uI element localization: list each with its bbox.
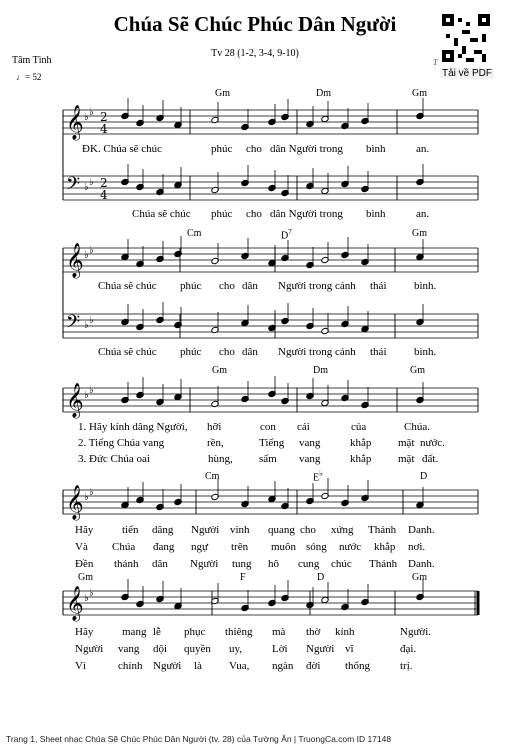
quarter-note-icon: ♩ — [16, 72, 25, 82]
lyric-syllable: xứng — [331, 524, 354, 536]
lyric-syllable: ĐK. Chúa sẽ chúc — [82, 143, 163, 155]
lyric-syllable: Danh. — [408, 558, 435, 570]
lyric-syllable: tiến — [122, 524, 139, 536]
lyric-syllable: chúc — [331, 558, 352, 570]
page-footer: Trang 1, Sheet nhạc Chúa Sẽ Chúc Phúc Dân Người (tv. 28) của Tường Ân | TruongCa.com ID 17148 — [6, 734, 392, 744]
lyric-syllable: Người — [75, 643, 104, 655]
key-flat-icon: ♭ — [84, 112, 89, 123]
key-flat-icon: ♭ — [84, 492, 89, 503]
lyric-syllable: bình. — [414, 280, 437, 292]
lyric-syllable: Tiếng — [259, 437, 285, 449]
time-signature: 4 — [100, 122, 108, 136]
lyric-syllable: Hãy — [75, 524, 94, 536]
bass-clef-icon: 𝄢 — [66, 312, 81, 337]
lyric-syllable: Người — [306, 643, 335, 655]
lyric-syllable: dội — [153, 643, 168, 655]
chord-symbol: D — [420, 471, 428, 482]
key-flat-icon: ♭ — [89, 385, 94, 396]
chord-symbol: Gm — [412, 228, 427, 239]
lyric-syllable: Người trong cảnh — [278, 280, 356, 292]
lyric-syllable: Vì — [75, 660, 86, 672]
key-flat-icon: ♭ — [89, 588, 94, 599]
lyric-syllable: trị. — [400, 660, 413, 672]
lyric-syllable: Thánh — [368, 524, 397, 536]
time-signature: 2 — [100, 176, 108, 190]
lyric-syllable: mang — [122, 626, 147, 638]
lyric-syllable: Người — [191, 524, 220, 536]
lyric-syllable: vĩ — [345, 643, 354, 655]
lyric-syllable: mặt — [398, 453, 415, 465]
key-flat-icon: ♭ — [89, 177, 94, 188]
chord-symbol: Cm — [205, 471, 220, 482]
lyric-syllable: hỡi — [207, 421, 222, 433]
lyric-syllable: dân Người trong — [270, 143, 343, 155]
tempo-marking — [16, 72, 41, 82]
chord-symbol: Gm — [215, 88, 230, 99]
lyric-syllable: Người — [190, 558, 219, 570]
mood-marking: Tâm Tình — [12, 55, 52, 66]
chord-symbol: $D^7$ — [281, 228, 292, 242]
lyric-syllable: Lời — [272, 643, 288, 655]
chord-symbol: E♭ — [313, 469, 323, 484]
key-flat-icon: ♭ — [84, 182, 89, 193]
lyric-syllable: dân — [152, 558, 168, 570]
lyric-syllable: Người. — [400, 626, 432, 638]
lyric-syllable: nước. — [420, 437, 445, 449]
key-flat-icon: ♭ — [84, 250, 89, 261]
key-flat-icon: ♭ — [84, 320, 89, 331]
lyric-syllable: bình — [366, 208, 386, 220]
lyric-syllable: lễ — [153, 626, 161, 638]
lyric-syllable: uy, — [229, 643, 243, 655]
lyric-syllable: ngự — [191, 541, 208, 553]
lyric-syllable: khắp — [350, 437, 372, 449]
chord-symbol: Dm — [316, 88, 331, 99]
lyric-syllable: Chúa — [112, 541, 136, 553]
lyric-syllable: Và — [75, 541, 88, 553]
lyric-syllable: Đền — [75, 558, 94, 570]
lyric-syllable: quyền — [184, 643, 211, 655]
lyric-syllable: đời — [306, 660, 321, 672]
tempo-value: = 52 — [25, 72, 42, 82]
treble-clef-icon: 𝄞 — [66, 485, 84, 520]
psalm-reference: Tv 28 (1-2, 3-4, 9-10) — [211, 48, 299, 59]
key-flat-icon: ♭ — [84, 593, 89, 604]
treble-clef-icon: 𝄞 — [66, 383, 84, 418]
chord-symbol: D — [317, 572, 325, 583]
lyric-syllable: an. — [416, 143, 430, 155]
lyric-syllable: dân — [242, 280, 258, 292]
chord-symbol: F — [240, 572, 246, 583]
lyric-syllable: phúc — [211, 208, 233, 220]
lyric-syllable: Chúa sẽ chúc — [98, 280, 157, 292]
lyric-syllable: bình — [366, 143, 386, 155]
lyric-syllable: muôn — [271, 541, 297, 553]
lyric-syllable: của — [351, 421, 367, 433]
lyric-syllable: Danh. — [408, 524, 435, 536]
chord-symbol: Dm — [313, 365, 328, 376]
lyric-syllable: đang — [153, 541, 175, 553]
lyric-syllable: nước — [339, 541, 362, 553]
lyric-syllable: là — [194, 660, 202, 672]
lyric-syllable: thiêng — [225, 626, 253, 638]
chord-symbol: Cm — [187, 228, 202, 239]
treble-clef-icon: 𝄞 — [66, 105, 84, 140]
time-signature: 4 — [100, 188, 108, 202]
lyric-syllable: cho — [300, 524, 316, 536]
lyric-syllable: Người trong cảnh — [278, 346, 356, 358]
lyric-syllable: thái — [370, 346, 387, 358]
lyric-syllable: thờ — [306, 626, 321, 638]
chord-symbol: Gm — [410, 365, 425, 376]
download-pdf-link[interactable]: Tải về PDF — [442, 68, 493, 79]
lyric-syllable: Người — [153, 660, 182, 672]
bass-clef-icon: 𝄢 — [66, 174, 81, 199]
lyric-syllable: nơi. — [408, 541, 426, 553]
chord-symbol: Gm — [212, 365, 227, 376]
lyric-syllable: bình. — [414, 346, 437, 358]
lyric-syllable: an. — [416, 208, 430, 220]
lyric-syllable: sấm — [259, 453, 277, 465]
lyric-syllable: khắp — [350, 453, 372, 465]
key-flat-icon: ♭ — [89, 315, 94, 326]
lyric-syllable: thánh — [114, 558, 139, 570]
lyric-syllable: vang — [299, 437, 321, 449]
lyric-syllable: dân — [242, 346, 258, 358]
lyric-syllable: phúc — [180, 346, 202, 358]
lyric-syllable: Thánh — [369, 558, 398, 570]
lyric-syllable: đại. — [400, 643, 417, 655]
lyric-syllable: quang — [268, 524, 295, 536]
lyric-syllable: vang — [118, 643, 140, 655]
lyric-syllable: hùng, — [208, 453, 233, 465]
chord-symbol: Gm — [78, 572, 93, 583]
treble-clef-icon: 𝄞 — [66, 586, 84, 621]
lyric-syllable: cung — [298, 558, 320, 570]
chord-symbol: Gm — [412, 88, 427, 99]
lyric-syllable: cho — [246, 143, 262, 155]
lyric-syllable: 2. Tiếng Chúa vang — [78, 437, 165, 449]
lyric-syllable: mà — [272, 626, 286, 638]
lyric-syllable: mặt — [398, 437, 415, 449]
lyric-syllable: dân Người trong — [270, 208, 343, 220]
lyric-syllable: thống — [345, 660, 371, 672]
qr-corner-mark: T — [433, 58, 438, 67]
lyric-syllable: 3. Đức Chúa oai — [78, 453, 150, 465]
page-title: Chúa Sẽ Chúc Phúc Dân Người — [113, 12, 397, 36]
lyric-syllable: phúc — [180, 280, 202, 292]
lyric-syllable: phục — [184, 626, 206, 638]
qr-code-icon — [442, 14, 490, 62]
lyric-syllable: rền, — [207, 437, 224, 449]
lyric-syllable: tung — [232, 558, 252, 570]
lyric-syllable: con — [260, 421, 276, 433]
lyric-syllable: kính — [335, 626, 355, 638]
lyric-syllable: Vua, — [229, 660, 250, 672]
lyric-syllable: Chúa sẽ chúc — [132, 208, 191, 220]
lyric-syllable: vang — [299, 453, 321, 465]
time-signature: 2 — [100, 110, 108, 124]
lyric-syllable: Chúa. — [404, 421, 430, 433]
lyric-syllable: vinh — [230, 524, 250, 536]
key-flat-icon: ♭ — [89, 487, 94, 498]
lyric-syllable: khắp — [374, 541, 396, 553]
lyric-syllable: hô — [268, 558, 279, 570]
lyric-syllable: chính — [118, 660, 143, 672]
key-flat-icon: ♭ — [89, 107, 94, 118]
lyric-syllable: đất. — [422, 453, 439, 465]
lyric-syllable: cái — [297, 421, 310, 433]
key-flat-icon: ♭ — [89, 245, 94, 256]
lyric-syllable: cho — [246, 208, 262, 220]
lyric-syllable: thái — [370, 280, 387, 292]
lyric-syllable: ngàn — [272, 660, 294, 672]
qr-code[interactable] — [442, 14, 490, 62]
lyric-syllable: Chúa sẽ chúc — [98, 346, 157, 358]
lyric-syllable: cho — [219, 346, 235, 358]
treble-clef-icon: 𝄞 — [66, 243, 84, 278]
lyric-syllable: phúc — [211, 143, 233, 155]
chord-symbol: Gm — [412, 572, 427, 583]
lyric-syllable: sóng — [306, 541, 327, 553]
lyric-syllable: Hãy — [75, 626, 94, 638]
lyric-syllable: dâng — [152, 524, 174, 536]
lyric-syllable: 1. Hãy kính dâng Người, — [78, 421, 188, 433]
lyric-syllable: cho — [219, 280, 235, 292]
lyric-syllable: trên — [231, 541, 249, 553]
key-flat-icon: ♭ — [84, 390, 89, 401]
